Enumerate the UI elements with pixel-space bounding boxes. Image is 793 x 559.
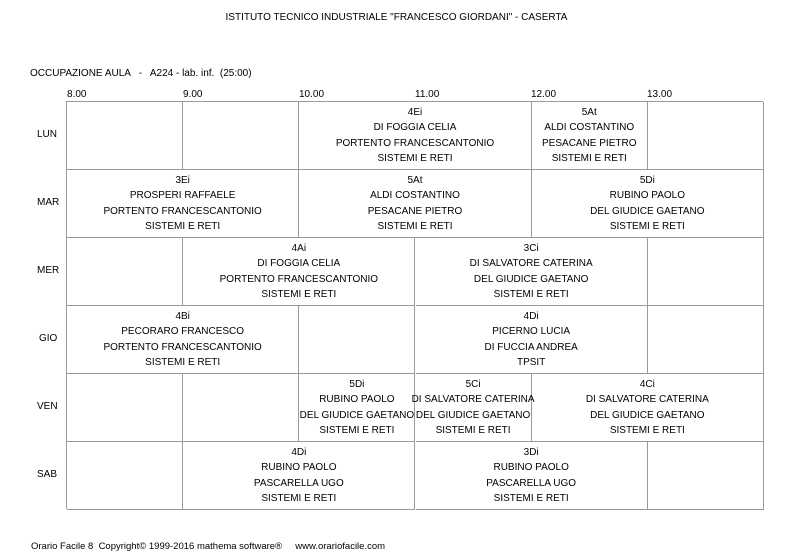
subject-name: SISTEMI E RETI — [493, 493, 569, 504]
class-label: 5Di — [639, 174, 655, 186]
teacher-name: RUBINO PAOLO — [319, 394, 395, 405]
teacher-name: PORTENTO FRANCESCANTONIO — [103, 341, 262, 353]
day-label-lun: LUN — [37, 129, 58, 140]
teacher-name: PASCARELLA UGO — [486, 477, 577, 489]
class-label: 5At — [407, 174, 423, 186]
teacher-name: PASCARELLA UGO — [253, 477, 344, 489]
teacher-name: ALDI COSTANTINO — [370, 190, 460, 201]
subject-name: SISTEMI E RETI — [609, 221, 685, 232]
lesson-cell — [299, 374, 415, 442]
empty-cell — [648, 442, 764, 510]
empty-cell — [648, 102, 764, 170]
teacher-name: DI SALVATORE CATERINA — [585, 394, 709, 405]
subject-name: SISTEMI E RETI — [551, 153, 627, 164]
class-label: 3Ci — [523, 242, 539, 254]
class-label: 5At — [581, 106, 597, 118]
lesson-cell — [411, 374, 535, 442]
empty-cell — [67, 442, 183, 510]
lesson-cell — [532, 374, 764, 442]
subject-name: SISTEMI E RETI — [261, 289, 337, 300]
teacher-name: DEL GIUDICE GAETANO — [415, 409, 531, 421]
lesson-cell — [183, 238, 415, 306]
subject-name: SISTEMI E RETI — [145, 221, 221, 232]
class-label: 4Di — [291, 446, 307, 458]
teacher-name: DEL GIUDICE GAETANO — [590, 205, 705, 217]
class-label: 3Ei — [175, 174, 190, 186]
class-label: 4Ei — [407, 106, 423, 118]
teacher-name: PORTENTO FRANCESCANTONIO — [103, 205, 262, 217]
lesson-cell — [183, 442, 415, 510]
lesson-cell — [67, 170, 299, 238]
lesson-cell — [67, 306, 299, 374]
empty-cell — [183, 374, 299, 442]
day-label-ven: VEN — [37, 401, 58, 412]
day-label-mar: MAR — [37, 197, 60, 208]
subject-name: SISTEMI E RETI — [377, 153, 453, 164]
empty-cell — [67, 374, 183, 442]
class-label: 4Bi — [175, 310, 190, 322]
teacher-name: PROSPERI RAFFAELE — [129, 190, 236, 201]
hour-label: 11.00 — [415, 89, 440, 100]
empty-cell — [67, 102, 183, 170]
teacher-name: DI FUCCIA ANDREA — [484, 341, 578, 353]
subject-name: SISTEMI E RETI — [609, 425, 685, 436]
room-occupancy-subtitle: OCCUPAZIONE AULA - A224 - lab. inf. (25:00) — [30, 68, 252, 79]
teacher-name: RUBINO PAOLO — [261, 462, 337, 473]
hour-label: 10.00 — [299, 89, 325, 100]
page-title: ISTITUTO TECNICO INDUSTRIALE "FRANCESCO GIORDANI" - CASERTA — [225, 12, 568, 23]
subject-name: SISTEMI E RETI — [377, 221, 453, 232]
lesson-cell — [299, 102, 531, 170]
teacher-name: DEL GIUDICE GAETANO — [473, 273, 589, 285]
class-label: 5Di — [349, 378, 365, 390]
empty-cell — [183, 102, 299, 170]
footer-copyright: Orario Facile 8 Copyright© 1999-2016 mathema software® www.orariofacile.com — [31, 541, 386, 552]
teacher-name: RUBINO PAOLO — [609, 190, 686, 201]
class-label: 3Di — [523, 446, 539, 458]
hour-label: 9.00 — [183, 89, 203, 100]
day-label-mer: MER — [37, 265, 60, 276]
lesson-cell — [416, 306, 648, 374]
subject-name: SISTEMI E RETI — [435, 425, 511, 436]
class-label: 4Ci — [639, 378, 655, 390]
class-label: 5Ci — [465, 378, 481, 390]
lesson-cell — [532, 102, 648, 170]
empty-cell — [67, 238, 183, 306]
teacher-name: PICERNO LUCIA — [492, 326, 571, 337]
teacher-name: PESACANE PIETRO — [542, 137, 637, 149]
teacher-name: DI SALVATORE CATERINA — [469, 258, 593, 269]
teacher-name: DI FOGGIA CELIA — [373, 122, 457, 133]
hour-label: 8.00 — [67, 89, 87, 100]
lesson-cell — [532, 170, 764, 238]
empty-cell — [648, 306, 764, 374]
hour-label: 13.00 — [647, 89, 673, 100]
subject-name: TPSIT — [516, 357, 546, 368]
lesson-cell — [299, 170, 531, 238]
teacher-name: PECORARO FRANCESCO — [121, 326, 245, 337]
teacher-name: ALDI COSTANTINO — [544, 122, 635, 133]
empty-cell — [648, 238, 764, 306]
teacher-name: RUBINO PAOLO — [493, 462, 569, 473]
teacher-name: PORTENTO FRANCESCANTONIO — [335, 137, 495, 149]
empty-cell — [299, 306, 415, 374]
lesson-cell — [416, 442, 648, 510]
day-label-gio: GIO — [39, 333, 58, 344]
lesson-cell — [416, 238, 648, 306]
hour-label: 12.00 — [531, 89, 557, 100]
day-label-sab: SAB — [37, 469, 58, 480]
timetable-grid — [66, 101, 763, 509]
teacher-name: PORTENTO FRANCESCANTONIO — [219, 273, 378, 285]
subject-name: SISTEMI E RETI — [493, 289, 569, 300]
class-label: 4Di — [523, 310, 539, 322]
teacher-name: DEL GIUDICE GAETANO — [299, 409, 415, 421]
teacher-name: DI FOGGIA CELIA — [257, 258, 341, 269]
subject-name: SISTEMI E RETI — [145, 357, 221, 368]
subject-name: SISTEMI E RETI — [261, 493, 337, 504]
teacher-name: DI SALVATORE CATERINA — [411, 394, 535, 405]
class-label: 4Ai — [291, 242, 307, 254]
teacher-name: DEL GIUDICE GAETANO — [590, 409, 705, 421]
teacher-name: PESACANE PIETRO — [367, 205, 463, 217]
subject-name: SISTEMI E RETI — [319, 425, 395, 436]
